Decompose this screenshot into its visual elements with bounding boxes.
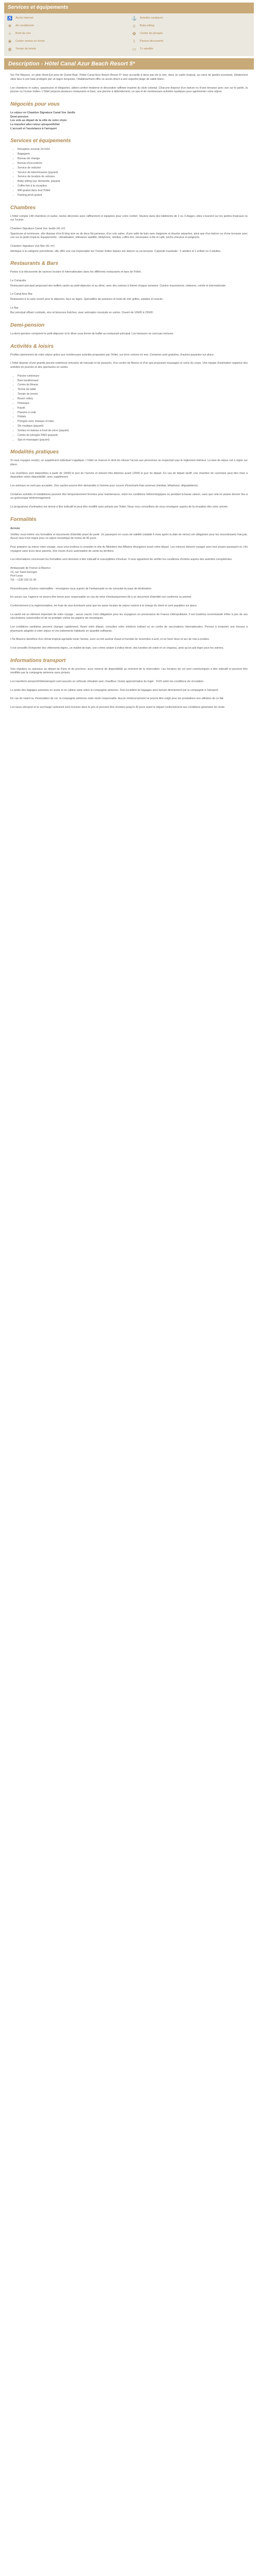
list-item: • Terrain de tennis <box>18 393 248 397</box>
tennis-icon: ◍ <box>8 47 12 52</box>
restaurant-name: Le Bar <box>10 306 19 310</box>
page <box>0 0 258 725</box>
paragraph: Il est conseillé d'emporter des vêtements légers, un maillot de bain, une crème solaire à indice élevé, des lunettes de soleil et un chapeau, ainsi qu'un pull léger pour les soirées. <box>10 646 224 650</box>
paragraph: Ressortissants d'autres nationalités : renseignez-vous auprès de l'ambassade ou du consulat du pays de destination. <box>10 587 152 590</box>
list-item: • Ski nautique (payant) <box>18 425 248 429</box>
service-item: ≈ Bord de mer <box>7 31 126 38</box>
paragraph: L'Ile Maurice bénéficie d'un climat tropical agréable toute l'année, avec un été austral chaud et humide de novembre à avril, et un hiver doux et sec de mai à octobre. <box>10 638 210 641</box>
paragraph: Vols réguliers ou spéciaux au départ de Paris et de province, sous réserve de disponibilité au moment de la réservation. Les horaires de vol sont communiqués à titre indicatif et peuvent être modifiés par la compagnie aérienne sans préavis. <box>10 667 248 675</box>
service-item: ♿ Accès Internet <box>7 16 34 21</box>
list-item: • Sorties en bateau à fond de verre (payant) <box>18 429 248 433</box>
restaurant-desc: Restaurant principal proposant des buffets variés au petit-déjeuner et au dîner, avec des soirées à thème chaque semaine. Cuisine mauricienne, indienne, créole et internationale. <box>10 284 227 287</box>
pool-icon: ⌇ <box>133 39 135 44</box>
address-line: 14, rue Saint-Georges <box>10 570 38 574</box>
baby-icon: ☺ <box>132 24 137 29</box>
room-desc: Identique à la catégorie précédente, elle offre une vue imprenable sur l'océan Indien depuis son balcon ou sa terrasse. Capacité maximale : 2 adultes et 1 enfant ou 3 adultes. <box>10 249 221 253</box>
accessibility-icon: ♿ <box>7 16 12 21</box>
list-item: • Pédalo <box>18 415 248 419</box>
paragraph: Vérifiez vous-même vos formalités et documents d'identité avant de partir. Un passeport en cours de validité (valable 6 mois après la date de retour) est obligatoire pour les ressortissants français. Aucun visa n'est requis pour un séjour touristique de moins de 90 jours. <box>10 533 248 540</box>
address-line: Port-Louis <box>10 574 23 578</box>
list-item: • Centre de fitness <box>18 383 248 387</box>
services-header: Services et équipements <box>4 3 254 13</box>
subsection-title: Arrivée <box>10 527 20 530</box>
paragraph: Les conditions sanitaires peuvent changer rapidement. Avant votre départ, consultez votre médecin traitant ou un centre de vaccinations internationales. Pensez à emporter une trousse à pharmacie adaptée à votre séjour et vos traitements habituels en quantité suffisante. <box>10 625 248 633</box>
paragraph: Conformément à la réglementation, les frais de visa éventuels ainsi que les taxes locales de séjour restent à la charge du client et sont payables sur place. <box>10 604 198 607</box>
services-panel <box>4 3 254 56</box>
highlight-item: L'accueil et l'assistance à l'aéroport <box>10 127 57 130</box>
list-item: • Bureau de change <box>18 157 248 161</box>
rooms-intro: L'hôtel compte 148 chambres et suites, toutes décorées avec raffinement et équipées pour votre confort. Situées dans des bâtiments de 2 ou 3 étages, elles s'ouvrent sur les jardins tropicaux ou sur l'océan. <box>10 214 248 222</box>
list-item: • Bureau d'excursions <box>18 162 248 166</box>
highlight-item: Demi-pension <box>10 115 29 118</box>
section-title: Services et équipements <box>10 138 71 144</box>
leisure-intro: Profitez pleinement de votre séjour grâce aux nombreuses activités proposées par l'hôtel, sur terre comme en mer. Certaines sont gratuites, d'autres payantes sur place. <box>10 353 215 357</box>
paragraph: Les chambres sont disponibles à partir de 14h00 le jour de l'arrivée et doivent être libérées avant 12h00 le jour du départ. En cas de départ tardif, une chambre de courtoisie peut être mise à disposition selon disponibilité, avec supplément. <box>10 471 248 479</box>
list-item: • Baby-sitting (sur demande, payant) <box>18 180 248 184</box>
list-item: • Beach volley <box>18 397 248 401</box>
list-item: • Réception ouverte 24 h/24 <box>18 148 248 152</box>
leisure-extra: L'hôtel dispose d'une grande piscine extérieure entourée de transats et de parasols, d'un centre de fitness et d'un spa proposant massages et soins du corps. Une équipe d'animation organise des activités en journée et des spectacles en soirée. <box>10 362 248 369</box>
snowflake-icon: ❄ <box>8 24 12 29</box>
services-list <box>10 148 248 197</box>
section-title: Négociés pour vous <box>10 101 60 107</box>
section-title: Demi-pension <box>10 322 45 328</box>
service-item: ⚓ Activités nautiques <box>132 16 163 21</box>
list-item: • Plongée avec masque et tuba <box>18 420 248 424</box>
intro-paragraph: Les chambres et suites, spacieuses et élégantes, allient confort moderne et décoration raffinée inspirée du style colonial. Chacune dispose d'un balcon ou d'une terrasse avec vue sur le jardin, la piscine ou l'océan Indien. L'hôtel propose plusieurs restaurants et bars, une piscine à débordement, un spa et de nombreuses activités nautiques pour agrémenter votre séjour. <box>10 86 248 94</box>
paragraph: En cas de retard ou d'annulation de vol, la compagnie aérienne reste seule responsable. Aucun remboursement ne pourra être exigé pour les prestations non utilisées de ce fait. <box>10 697 224 701</box>
restaurant-desc: Bar principal offrant cocktails, vins et boissons fraîches, avec animation musicale en soirée. Ouvert de 10h00 à 23h00. <box>10 311 154 315</box>
paragraph: Le poids des bagages autorisés en soute et en cabine varie selon la compagnie aérienne. Tout excédent de bagages sera facturé directement par la compagnie à l'aéroport. <box>10 688 219 692</box>
list-item: • Centre de plongée PADI (payant) <box>18 434 248 438</box>
list-item: • Bain bouillonnant <box>18 379 248 383</box>
spa-icon: ❀ <box>8 39 12 44</box>
list-item: • Piscine extérieure <box>18 375 248 379</box>
restaurant-name: Le Canal Azur Bar <box>10 293 33 296</box>
service-item: ◍ Terrain de tennis <box>8 47 36 52</box>
waves-icon: ≈ <box>8 31 11 37</box>
address-line: Ambassade de France à Maurice <box>10 566 51 570</box>
flower-icon: ✿ <box>132 31 136 37</box>
section-title: Chambres <box>10 205 36 211</box>
paragraph: La santé est un élément important de votre voyage : aucun vaccin n'est obligatoire pour les voyageurs en provenance de France métropolitaine. Il est toutefois recommandé d'être à jour de ses vaccinations universelles et de se protéger contre les piqûres de moustiques. <box>10 613 248 620</box>
description-title: Description - Hôtel Canal Azur Beach Resort 5* <box>4 58 254 70</box>
paragraph: Le programme d'animation est donné à titre indicatif et peut être modifié sans préavis par l'hôtel. Nous vous conseillons de vous renseigner auprès de la réception dès votre arrivée. <box>10 505 229 509</box>
list-item: • Service de voiturier <box>18 166 248 171</box>
leisure-list <box>10 375 248 443</box>
room-name: Chambre Signature Canal Vue Jardin (41 m²) <box>10 227 66 230</box>
list-item: • Planche à voile <box>18 411 248 415</box>
services-grid <box>4 13 254 56</box>
service-item: ☺ Baby sitting <box>132 24 154 29</box>
highlight-item: Les vols au départ de la ville de votre choix <box>10 119 67 123</box>
highlight-item: Le séjour en Chambre Signature Canal Vue Jardin <box>10 111 75 114</box>
service-item: ⌇ Piscine découverte <box>132 39 251 45</box>
paragraph: Certaines activités et installations peuvent être temporairement fermées pour maintenance, selon les conditions météorologiques ou pendant la basse saison, sans que cela ne puisse donner lieu à un quelconque dédommagement. <box>10 493 248 500</box>
service-item: ❄ Air conditionné <box>8 24 34 29</box>
service-item: ✿ Centre de plongée <box>132 31 163 37</box>
paragraph: Les transferts aéroport/hôtel/aéroport sont assurés en véhicule climatisé avec chauffeur. Durée approximative du trajet : 1h15 selon les conditions de circulation. <box>10 680 204 683</box>
paragraph: Les informations concernant les formalités sont données à titre indicatif et susceptibles d'évoluer. Il vous appartient de vérifier les conditions d'entrée auprès des autorités compétentes. <box>10 558 233 562</box>
list-item: • Spa et massages (payant) <box>18 438 248 443</box>
restaurants-intro: Partez à la découverte de saveurs locales et internationales dans les différents restaurants et bars de l'hôtel. <box>10 270 142 274</box>
restaurant-name: Le Coriandre <box>10 279 26 282</box>
list-item: • Service de location de voitures <box>18 175 248 179</box>
section-title: Informations transport <box>10 657 66 664</box>
list-item: • Parking privé gratuit <box>18 194 248 198</box>
paragraph: Les taxes aéroport et la surcharge carburant sont incluses dans le prix et peuvent être révisées jusqu'à 30 jours avant le départ conformément aux conditions générales de vente. <box>10 706 225 709</box>
list-item: • Pétanque <box>18 402 248 406</box>
list-item: • Coffre-fort à la réception <box>18 184 248 189</box>
paragraph: Pour préparer au mieux votre voyage, nous vous invitons à consulter le site du Ministère des Affaires étrangères avant votre départ. Les mineurs doivent voyager avec leur propre passeport et, s'ils voyagent sans leurs deux parents, être munis d'une autorisation de sortie du territoire. <box>10 545 248 553</box>
section-title: Restaurants & Bars <box>10 261 58 267</box>
service-item: ❀ Centre remise en forme <box>8 39 45 44</box>
room-name: Chambre Signature Vue Mer (41 m²) <box>10 244 55 248</box>
address-line: Tél. : +230 202 01 00 <box>10 578 37 582</box>
intro-paragraph: Sur l'île Maurice, en plein Nord-Est près de Grand Baie, l'hôtel Canal Azur Beach Resort 5* vous accueille à deux pas de la mer, dans un cadre tropical, au cœur de jardins luxuriants. Idéalement situé face à une baie protégée par un lagon turquoise, l'établissement offre un accès direct à une superbe plage de sable blanc. <box>10 74 248 81</box>
highlight-item: Le transfert aller-retour aéroport/hôtel <box>10 123 60 126</box>
list-item: • Kayak <box>18 406 248 411</box>
section-title: Modalités pratiques <box>10 449 59 455</box>
list-item: • Tennis de table <box>18 388 248 392</box>
section-title: Formalités <box>10 516 37 522</box>
room-desc: Spacieuse et lumineuse, elle dispose d'un lit king size ou de deux lits jumeaux, d'un coin salon, d'une salle de bain avec baignoire et douche séparées, ainsi que d'un balcon ou d'une terrasse avec vue sur le jardin tropical. Équipements : climatisation, télévision satellite, téléphone, minibar, coffre-fort, nécessaire à thé et café, sèche-cheveux et peignoirs. <box>10 232 248 240</box>
description-panel <box>4 58 254 725</box>
service-item: ▭ Tv satellite <box>132 47 153 52</box>
paragraph: Les animaux ne sont pas acceptés. Une caution pourra être demandée à l'arrivée pour couvrir d'éventuels frais annexes (minibar, téléphone, dégradations). <box>10 484 199 488</box>
paragraph: En aucun cas, l'agence ne pourra être tenue pour responsable en cas de refus d'embarquement dû à un document d'identité non conforme ou périmé. <box>10 596 192 599</box>
tv-icon: ▭ <box>132 47 136 52</box>
activity-icon: ⚓ <box>132 16 137 21</box>
list-item: • Wifi gratuit dans tout l'hôtel <box>18 189 248 193</box>
halfboard-text: La demi-pension comprend le petit-déjeuner et le dîner sous forme de buffet au restaurant principal. Les boissons ne sont pas incluses. <box>10 332 174 335</box>
list-item: • Service de blanchisserie (payant) <box>18 171 248 175</box>
restaurant-desc: Restaurant à la carte ouvert pour le déjeuner, face au lagon. Spécialités de poissons et fruits de mer grillés, salades et snacks. <box>10 297 164 301</box>
list-item: • Bagagerie <box>18 152 248 157</box>
paragraph: Si vous voyagez seul(e), un supplément individuel s'applique. L'hôtel se réserve le droit de refuser l'accès aux personnes ne respectant pas le règlement intérieur. La taxe de séjour est à régler sur place. <box>10 459 248 467</box>
section-title: Activités & loisirs <box>10 343 54 349</box>
description-content <box>4 70 254 724</box>
